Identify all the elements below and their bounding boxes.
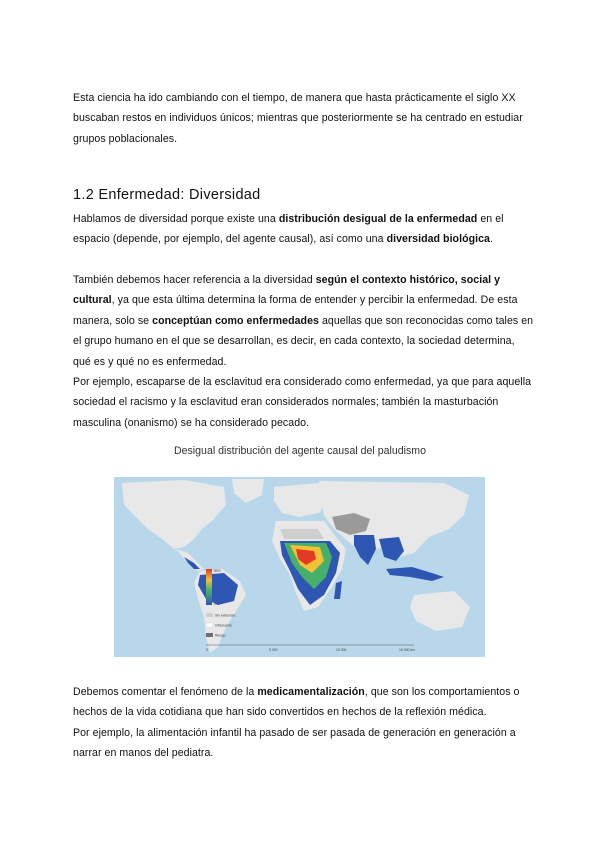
medicalization-paragraph [73, 682, 535, 764]
scale-label-2: 10 000 [336, 648, 347, 652]
heat-legend-bar [206, 569, 212, 605]
legend-label-1: Sin evidencia [215, 613, 236, 618]
legend-swatch-3 [206, 633, 213, 637]
figure-caption: Desigual distribución del agente causal del paludismo [173, 445, 427, 457]
context-text-2: , ya que esta última determina la forma de entender y percibir la enfermedad. De esta manera, solo se [73, 294, 518, 327]
context-bold-2: conceptúan como enfermedades [152, 314, 319, 327]
diversity-paragraph [73, 209, 535, 250]
context-block-2: Por ejemplo, escaparse de la esclavitud era considerado como enfermedad, ya que para aquella sociedad el racismo y la esclavitud eran considerados normales; también la masturbación masculina (onanismo) se ha considerado pecado. [73, 376, 532, 429]
medicalization-block-2: Por ejemplo, la alimentación infantil ha pasado de ser pasada de generación en generación a narrar en manos del pediatra. [73, 726, 516, 760]
medicalization-bold-1: medicamentalización [257, 686, 365, 698]
context-text-3: aquellas que son reconocidas como tales en el grupo humano en el que se desarrollan, es decir, en cada contexto, la sociedad determina, qué es y qué no es enfermedad. [73, 314, 534, 368]
diversity-text-3: . [490, 233, 493, 246]
intro-paragraph [73, 88, 535, 149]
legend-label-3: Riesgo [215, 633, 226, 638]
heat-legend-bottom: 0% [214, 602, 219, 606]
medicalization-block-1 [73, 682, 535, 723]
sahara-unstable [280, 529, 324, 539]
scale-label-1: 5 000 [269, 648, 278, 652]
diversity-text-2: en el espacio (depende, por ejemplo, del agente causal), así como una [73, 213, 504, 246]
context-block-1 [73, 270, 535, 372]
diversity-text-1: Hablamos de diversidad porque existe una [73, 213, 279, 225]
diversity-bold-2: diversidad biológica [386, 233, 490, 246]
malaria-distribution-map [114, 477, 485, 657]
legend-swatch-2 [206, 623, 213, 627]
heat-legend-top: 80% [214, 569, 221, 573]
scale-label-3: 15 000 km [399, 648, 415, 652]
legend-label-2: Infrecuente [215, 623, 232, 628]
context-bold-1: según el contexto histórico, social y cultural [73, 274, 501, 307]
legend-swatch-1 [206, 613, 213, 617]
context-paragraph [73, 270, 535, 433]
intro-text: Esta ciencia ha ido cambiando con el tiempo, de manera que hasta prácticamente el siglo XX buscaban restos en individuos únicos; mientras que posteriormente se ha centrado en estudiar grupos poblacionales. [73, 92, 523, 145]
section-heading: 1.2 Enfermedad: Diversidad [73, 187, 261, 203]
scale-label-0: 0 [206, 648, 208, 652]
medicalization-text-2: , que son los comportamientos o hechos de la vida cotidiana que han sido convertidos en hechos de la reflexión médica. [73, 686, 520, 719]
diversity-bold-1: distribución desigual de la enfermedad [278, 213, 478, 225]
context-text-1: También debemos hacer referencia a la diversidad [73, 274, 316, 286]
medicalization-text-1: Debemos comentar el fenómeno de la [73, 686, 258, 698]
